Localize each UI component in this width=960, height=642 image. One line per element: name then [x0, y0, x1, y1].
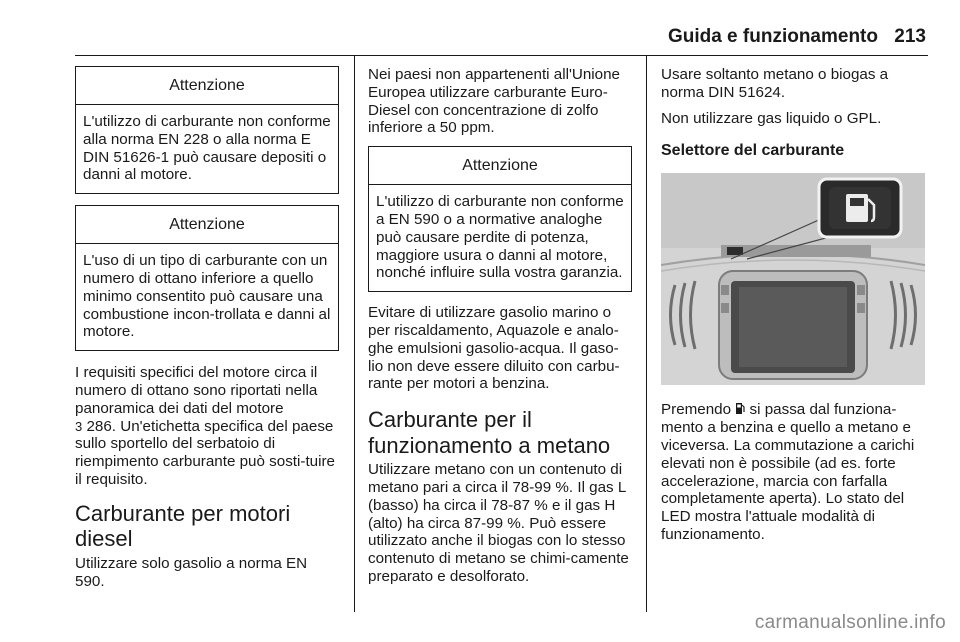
octane-paragraph: I requisiti specifici del motore circa il numero di ottano sono riportati nella panoramica dei dati del motore 3 286. Un'etichetta specifica del paese sullo sportello del serbatoio di riempimento carburante può sosti-tuire il requisito. — [75, 364, 335, 488]
marine-diesel-paragraph: Evitare di utilizzare gasolio marino o per riscaldamento, Aquazole e analo-ghe emulsioni gasolio-acqua. Il gaso-lio non deve essere diluito con carbu-rante per motori a benzina. — [368, 304, 620, 393]
column-3 — [661, 66, 925, 544]
warning-box — [75, 205, 339, 351]
methane-paragraph: Utilizzare metano con un contenuto di metano pari a circa il 78-99 %. Il gas L (basso) ha circa il 78-87 % e il gas H (alto) ha circa 87-99 %. Può essere utilizzato anche il biogas con lo stesso contenuto di metano se chimi-camente preparato e desolforato. — [368, 461, 629, 585]
column-1 — [75, 66, 339, 590]
warning-box — [75, 66, 339, 194]
warning-text: L'utilizzo di carburante non conforme a EN 590 o a normative analoghe può causare perdite di potenza, maggiore usura o danni al motore, nonché influire sulla vostra garanzia. — [376, 193, 624, 282]
no-lpg-paragraph: Non utilizzare gas liquido o GPL. — [661, 109, 882, 127]
column-divider-1 — [354, 56, 355, 612]
subsection-heading: Selettore del carburante — [661, 142, 845, 160]
fuel-selector-button-icon — [735, 402, 745, 415]
section-heading: Carburante per il funzionamento a metano — [368, 407, 611, 458]
column-divider-2 — [646, 56, 647, 612]
watermark: carmanualsonline.info — [754, 612, 946, 633]
section-heading: Carburante per motori diesel — [75, 500, 291, 552]
diesel-paragraph: Utilizzare solo gasolio a norma EN 590. — [75, 554, 308, 590]
header-divider — [75, 55, 928, 56]
fuel-selector-image — [661, 173, 925, 385]
page-reference-icon[interactable]: 3 — [75, 418, 83, 434]
dashboard-illustration — [661, 173, 925, 385]
warning-box — [368, 146, 632, 292]
methane-norm-paragraph: Usare soltanto metano o biogas a norma DIN 51624. — [661, 66, 889, 101]
warning-text: L'utilizzo di carburante non conforme alla norma EN 228 o alla norma E DIN 51626-1 può causare depositi o danni al motore. — [83, 113, 331, 184]
euro-diesel-paragraph: Nei paesi non appartenenti all'Unione Europea utilizzare carburante Euro-Diesel con concentrazione di zolfo inferiore a 50 ppm. — [368, 66, 620, 137]
page-number: 213 — [894, 26, 926, 47]
page-header-title: Guida e funzionamento — [667, 26, 878, 47]
fuel-selector-paragraph: Premendo si passa dal funziona-mento a benzina e quello a metano e viceversa. La commutazione a carichi elevati non è possibile (ad es. forte accelerazione, marcia con farfalla completamente aperta). Lo stato del LED mostra l'attuale modalità di funzionamento. — [661, 401, 915, 543]
warning-title: Attenzione — [76, 206, 338, 244]
column-2 — [368, 66, 632, 586]
warning-title: Attenzione — [369, 147, 631, 185]
warning-title: Attenzione — [76, 67, 338, 105]
warning-text: L'uso di un tipo di carburante con un numero di ottano inferiore a quello minimo consentito può causare una combustione incon-trollata e danni al motore. — [83, 252, 331, 341]
